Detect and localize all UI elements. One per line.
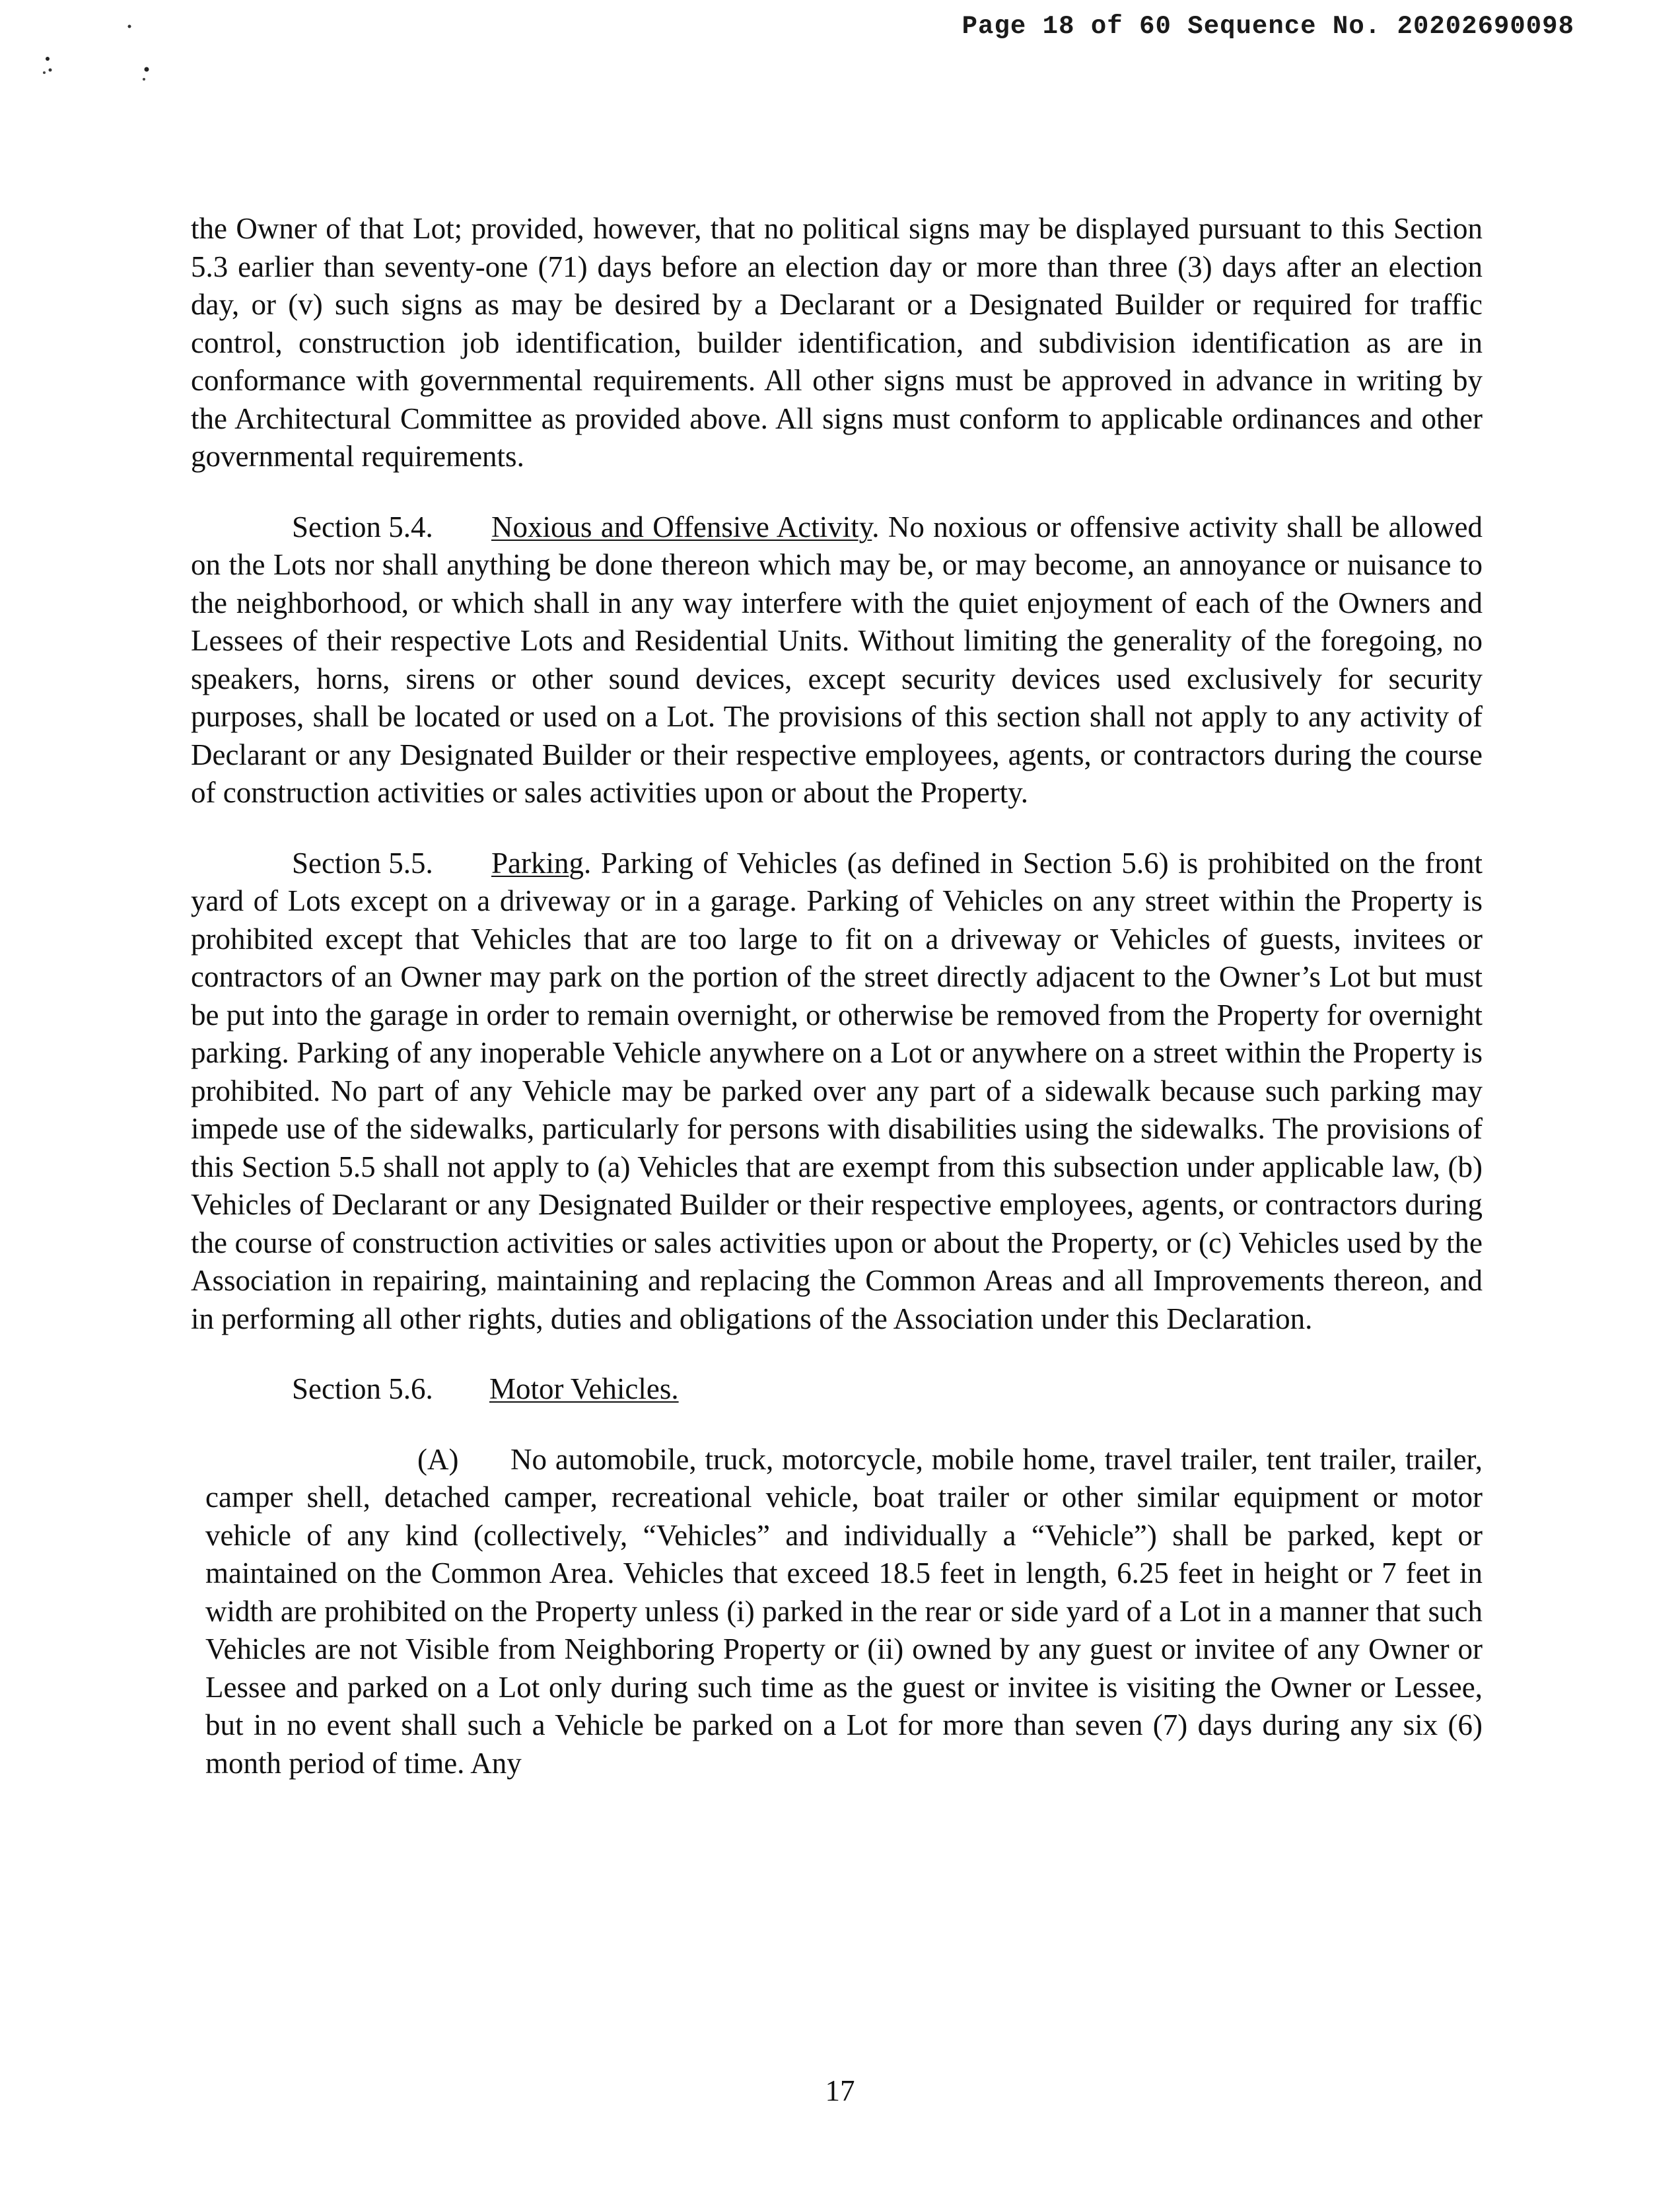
section-number: Section 5.6. bbox=[292, 1372, 433, 1405]
section-body: . Parking of Vehicles (as defined in Section 5.6) is prohibited on the front yard of Lots except on a driveway or in a garage. Parking of Vehicles on any street within the Property is prohibited except that Vehicles that are too large to fit on a driveway or Vehicles of guests, invitees or contractors of an Owner may park on the portion of the street directly adjacent to the Owner’s Lot but must be put into the garage in order to remain overnight, or otherwise be removed from the Property for overnight parking. Parking of any inoperable Vehicle anywhere on a Lot or anywhere on a street within the Property is prohibited. No part of any Vehicle may be parked over any part of a sidewalk because such parking may impede use of the sidewalks, particularly for persons with disabilities using the sidewalks. The provisions of this Section 5.5 shall not apply to (a) Vehicles that are exempt from this subsection under applicable law, (b) Vehicles of Declarant or any Designated Builder or their respective employees, agents, or contractors during the course of construction activities or sales activities upon or about the Property, or (c) Vehicles used by the Association in repairing, maintaining and replacing the Common Areas and all Improvements thereon, and in performing all other rights, duties and obligations of the Association under this Declaration. bbox=[191, 846, 1483, 1335]
page-number: 17 bbox=[825, 2074, 855, 2107]
section-5-5 bbox=[191, 845, 1483, 1339]
scan-speck bbox=[43, 71, 46, 74]
scan-speck bbox=[49, 69, 52, 72]
scan-speck bbox=[128, 25, 131, 28]
subsection-a bbox=[205, 1441, 1483, 1783]
section-number: Section 5.4. bbox=[292, 510, 433, 543]
scan-speck bbox=[46, 57, 50, 61]
subsection-body: No automobile, truck, motorcycle, mobile home, travel trailer, tent trailer, trailer, camper shell, detached camper, recreational vehicle, boat trailer or other similar equipment or motor vehicle of any kind (collectively, “Vehicles” and individually a “Vehicle”) shall be parked, kept or maintained on the Common Area. Vehicles that exceed 18.5 feet in length, 6.25 feet in height or 7 feet in width are prohibited on the Property unless (i) parked in the rear or side yard of a Lot in a manner that such Vehicles are not Visible from Neighboring Property or (ii) owned by any guest or invitee of any Owner or Lessee and parked on a Lot only during such time as the guest or invitee is visiting the Owner or Lessee, but in no event shall such a Vehicle be parked on a Lot for more than seven (7) days during any six (6) month period of time. Any bbox=[205, 1442, 1483, 1780]
scan-specks bbox=[40, 7, 172, 86]
document-body bbox=[191, 210, 1483, 1782]
page-header: Page 18 of 60 Sequence No. 20202690098 bbox=[962, 12, 1574, 41]
section-5-4 bbox=[191, 508, 1483, 812]
scan-speck bbox=[143, 78, 145, 81]
continuation-paragraph: the Owner of that Lot; provided, however, that no political signs may be displayed pursuant to this Section 5.3 earlier than seventy-one (71) days before an election day or more than three (3) days after an election day, or (v) such signs as may be desired by a Declarant or a Designated Builder or required for traffic control, construction job identification, builder identification, and subdivision identification as are in conformance with governmental requirements. All other signs must be approved in advance in writing by the Architectural Committee as provided above. All signs must conform to applicable ordinances and other governmental requirements. bbox=[191, 212, 1483, 473]
section-number: Section 5.5. bbox=[292, 846, 433, 880]
section-title: Motor Vehicles. bbox=[489, 1372, 679, 1405]
section-body: . No noxious or offensive activity shall be allowed on the Lots nor shall anything be done thereon which may be, or may become, an annoyance or nuisance to the neighborhood, or which shall in any way interfere with the quiet enjoyment of each of the Owners and Lessees of their respective Lots and Residential Units. Without limiting the generality of the foregoing, no speakers, horns, sirens or other sound devices, except security devices used exclusively for security purposes, shall be located or used on a Lot. The provisions of this section shall not apply to any activity of Declarant or any Designated Builder or their respective employees, agents, or contractors during the course of construction activities or sales activities upon or about the Property. bbox=[191, 510, 1483, 809]
subsection-label: (A) bbox=[417, 1442, 459, 1476]
section-title: Noxious and Offensive Activity bbox=[491, 510, 872, 543]
scan-speck bbox=[145, 67, 149, 72]
section-5-6-heading bbox=[191, 1370, 1483, 1409]
section-title: Parking bbox=[491, 846, 584, 880]
